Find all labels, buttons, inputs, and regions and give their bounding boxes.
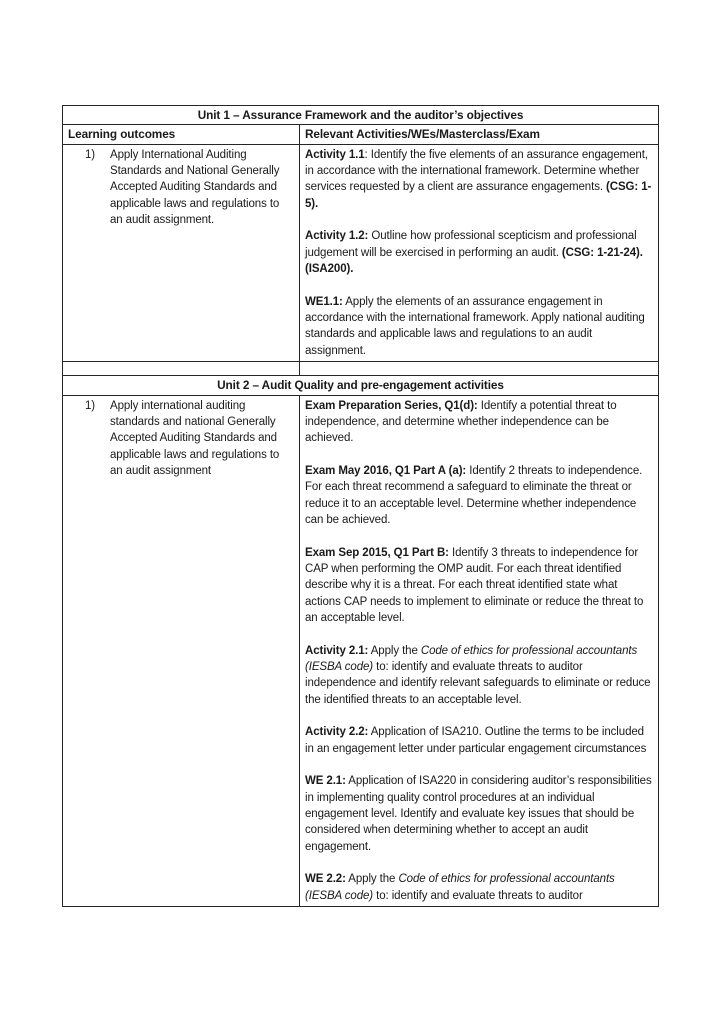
activity-paragraph bbox=[305, 398, 653, 447]
unit-2-activities-cell bbox=[300, 395, 659, 907]
unit-2-title: Unit 2 – Audit Quality and pre-engagement activities bbox=[63, 376, 659, 395]
text-segment: Application of ISA210. Outline the terms to be included in an engagement letter under particular engagement circumstances bbox=[305, 726, 647, 755]
learning-outcome-item bbox=[68, 147, 294, 229]
text-segment: Apply the bbox=[368, 644, 421, 657]
unit-learning-outcomes-table bbox=[62, 105, 659, 907]
text-segment: Apply the bbox=[345, 873, 399, 886]
column-header-learning-outcomes: Learning outcomes bbox=[63, 125, 300, 144]
text-segment: WE 2.2: bbox=[305, 873, 346, 886]
activity-paragraph bbox=[305, 773, 653, 855]
text-segment: Application of ISA220 in considering auditor’s responsibilities in implementing quality control procedures at an individual engagement level. Identify and evaluate key issues that should be considered when determining whether to accept an audit engagement. bbox=[305, 775, 652, 853]
activity-paragraph bbox=[305, 871, 653, 904]
activity-paragraph bbox=[305, 643, 653, 708]
text-segment: Outline how professional scepticism and professional judgement will be exercised in performing an audit. bbox=[305, 230, 637, 259]
text-segment: WE1.1: bbox=[305, 295, 343, 308]
learning-outcome-item bbox=[68, 398, 294, 480]
text-segment: (CSG: 1-21-24). (ISA200). bbox=[305, 246, 643, 276]
text-segment: to: identify and evaluate threats to auditor independence and identify relevant safeguards to eliminate or reduce the identified threats to an acceptable level. bbox=[305, 661, 651, 706]
outcome-number: 1) bbox=[85, 399, 96, 412]
text-segment: Exam Preparation Series, Q1(d): bbox=[305, 399, 478, 412]
activity-paragraph bbox=[305, 228, 653, 277]
outcome-text: Apply International Auditing Standards and National Generally Accepted Auditing Standards and applicable laws and regulations to an audit assignment. bbox=[110, 148, 280, 227]
text-segment: Code of ethics for professional accountants (IESBA code) bbox=[305, 873, 615, 902]
text-segment: Identify 3 threats to independence for CAP when performing the OMP audit. For each threat identified describe why it is a threat. For each threat identified state what actions CAP needs to implement to eliminate or reduce the threat to an acceptable level. bbox=[305, 546, 644, 624]
text-segment: Activity 2.2: bbox=[305, 726, 369, 739]
activity-paragraph bbox=[305, 724, 653, 757]
activity-paragraph bbox=[305, 545, 653, 627]
activity-paragraph bbox=[305, 147, 653, 212]
text-segment: Identify a potential threat to independence, and determine whether independence can be achieved. bbox=[305, 399, 617, 445]
activity-paragraph bbox=[305, 463, 653, 528]
unit-1-content-row bbox=[63, 144, 659, 361]
column-header-row bbox=[63, 125, 659, 144]
text-segment: (CSG: 1-5). bbox=[305, 181, 652, 210]
text-segment: Activity 1.2: bbox=[305, 230, 369, 243]
outcome-number: 1) bbox=[85, 148, 96, 161]
unit-1-activities-cell bbox=[300, 144, 659, 361]
unit-1-header-row bbox=[63, 106, 659, 125]
text-segment: : Identify the five elements of an assurance engagement, in accordance with the international framework. Determine whether services requested by a client are assurance engagements. bbox=[305, 148, 648, 194]
text-segment: Activity 1.1 bbox=[305, 148, 365, 161]
outcome-text: Apply international auditing standards and national Generally Accepted Auditing Standards and applicable laws and regulations to an audit assignment bbox=[110, 399, 280, 477]
spacer-cell-left bbox=[63, 362, 300, 376]
column-header-relevant-activities: Relevant Activities/WEs/Masterclass/Exam bbox=[300, 125, 659, 144]
text-segment: to: identify and evaluate threats to auditor bbox=[373, 889, 583, 902]
unit-1-title: Unit 1 – Assurance Framework and the auditor’s objectives bbox=[63, 106, 659, 125]
text-segment: Identify 2 threats to independence. For each threat recommend a safeguard to eliminate the threat or reduce it to an acceptable level. Determine whether independence can be achieved. bbox=[305, 464, 643, 526]
activity-paragraph bbox=[305, 294, 653, 359]
text-segment: Code of ethics for professional accountants (IESBA code) bbox=[305, 644, 638, 673]
unit-2-content-row bbox=[63, 395, 659, 907]
text-segment: Activity 2.1: bbox=[305, 644, 369, 657]
spacer-row bbox=[63, 362, 659, 376]
text-segment: Exam May 2016, Q1 Part A (a): bbox=[305, 464, 467, 477]
unit-2-outcomes-cell bbox=[63, 395, 300, 907]
spacer-cell-right bbox=[300, 362, 659, 376]
text-segment: WE 2.1: bbox=[305, 775, 346, 788]
unit-2-header-row bbox=[63, 376, 659, 395]
text-segment: Apply the elements of an assurance engagement in accordance with the international framework. Apply national auditing standards and applicable laws and regulations to an audit assignment. bbox=[305, 295, 645, 357]
unit-1-outcomes-cell bbox=[63, 144, 300, 361]
text-segment: Exam Sep 2015, Q1 Part B: bbox=[305, 546, 449, 559]
